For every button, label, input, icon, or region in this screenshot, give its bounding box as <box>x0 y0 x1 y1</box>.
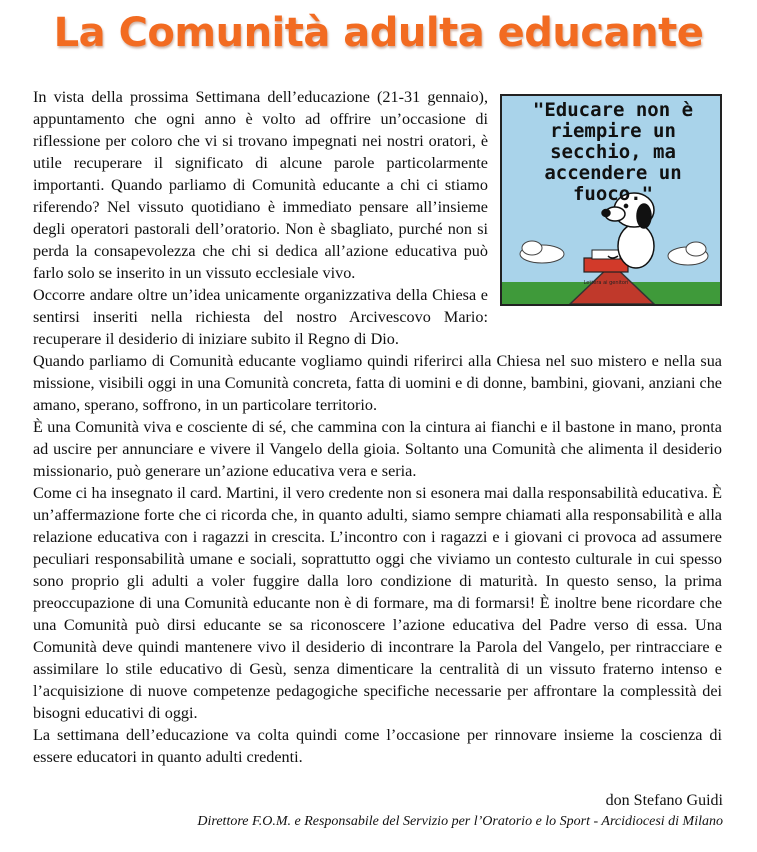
paragraph-3: Quando parliamo di Comunità educante vogliamo quindi riferirci alla Chiesa nel suo mistero e nella sua missione, visibili oggi in una Comunità concreta, fatta di uomini e di donne, bambini, giovani, anziani che amano, sperano, soffrono, in un particolare territorio. <box>33 352 722 414</box>
paragraph-6: La settimana dell’educazione va colta quindi come l’occasione per rinnovare insieme la coscienza di essere educatori in quanto adulti credenti. <box>33 726 722 766</box>
article-body <box>33 86 722 768</box>
paragraph-5: Come ci ha insegnato il card. Martini, il vero credente non si esonera mai dalla responsabilità educativa. È un’affermazione forte che ci ricorda che, in quanto adulti, siamo sempre chiamati alla responsabilità e alla relazione educativa con i ragazzi in crescita. L’incontro con i ragazzi e i giovani ci provoca ad assumere peculiari responsabilità umane e sociali, soprattutto oggi che viviamo un contesto culturale in cui spesso sono proprio gli adulti a voler fuggire dalla loro condizione di maturità. In questo senso, la prima preoccupazione di una Comunità educante non è di formare, ma di formarsi! È inoltre bene ricordare che una Comunità può dirsi educante se sa riconoscere l’azione educativa del Padre verso di essa. Una Comunità deve quindi mantenere vivo il desiderio di incontrare la Parola del Vangelo, per rintracciare e assimilare lo stile educativo di Gesù, senza dimenticare la centralità di un vissuto fraterno intenso e l’acquisizione di nuove competenze pedagogiche specifiche necessarie per affrontare la complessità dei bisogni educativi di oggi. <box>33 484 722 722</box>
page-title: La Comunità adulta educante <box>53 10 704 56</box>
author-name: don Stefano Guidi <box>605 792 723 809</box>
paragraph-4: È una Comunità viva e cosciente di sé, che cammina con la cintura ai fianchi e il bastone in mano, pronta ad uscire per annunciare e vivere il Vangelo della gioia. Soltanto una Comunità che alimenta il desiderio missionario, può generare un’azione educativa vera e seria. <box>33 418 722 480</box>
snoopy-illustration <box>500 94 722 306</box>
author-role: Direttore F.O.M. e Responsabile del Servizio per l’Oratorio e lo Sport - Arcidiocesi di Milano <box>197 814 723 829</box>
paragraph-2: Occorre andare oltre un’idea unicamente organizzativa della Chiesa e sentirsi inseriti nella richiesta del nostro Arcivescovo Mario: recuperare il desiderio di iniziare subito il Regno di Dio. <box>33 286 488 348</box>
typewriter-label: Lettera ai genitori <box>583 280 629 286</box>
paragraph-1: In vista della prossima Settimana dell’educazione (21-31 gennaio), appuntamento che ogni anno è volto ad offrire un’occasione di riflessione per coloro che vi si trovano impegnati nei nostri oratori, è utile recuperare il significato di alcune parole particolarmente importanti. Quando parliamo di Comunità educante a chi ci stiamo riferendo? Nel vissuto quotidiano è immediato pensare all’insieme degli operatori pastorali dell’oratorio. Non è sbagliato, purché non si perda la consapevolezza che chi si dedica all’azione educativa può farlo solo se inserito in un vissuto ecclesiale vivo. <box>33 88 488 282</box>
snoopy-quote: "Educare non è riempire un secchio, ma accendere un fuoco." <box>532 99 694 205</box>
